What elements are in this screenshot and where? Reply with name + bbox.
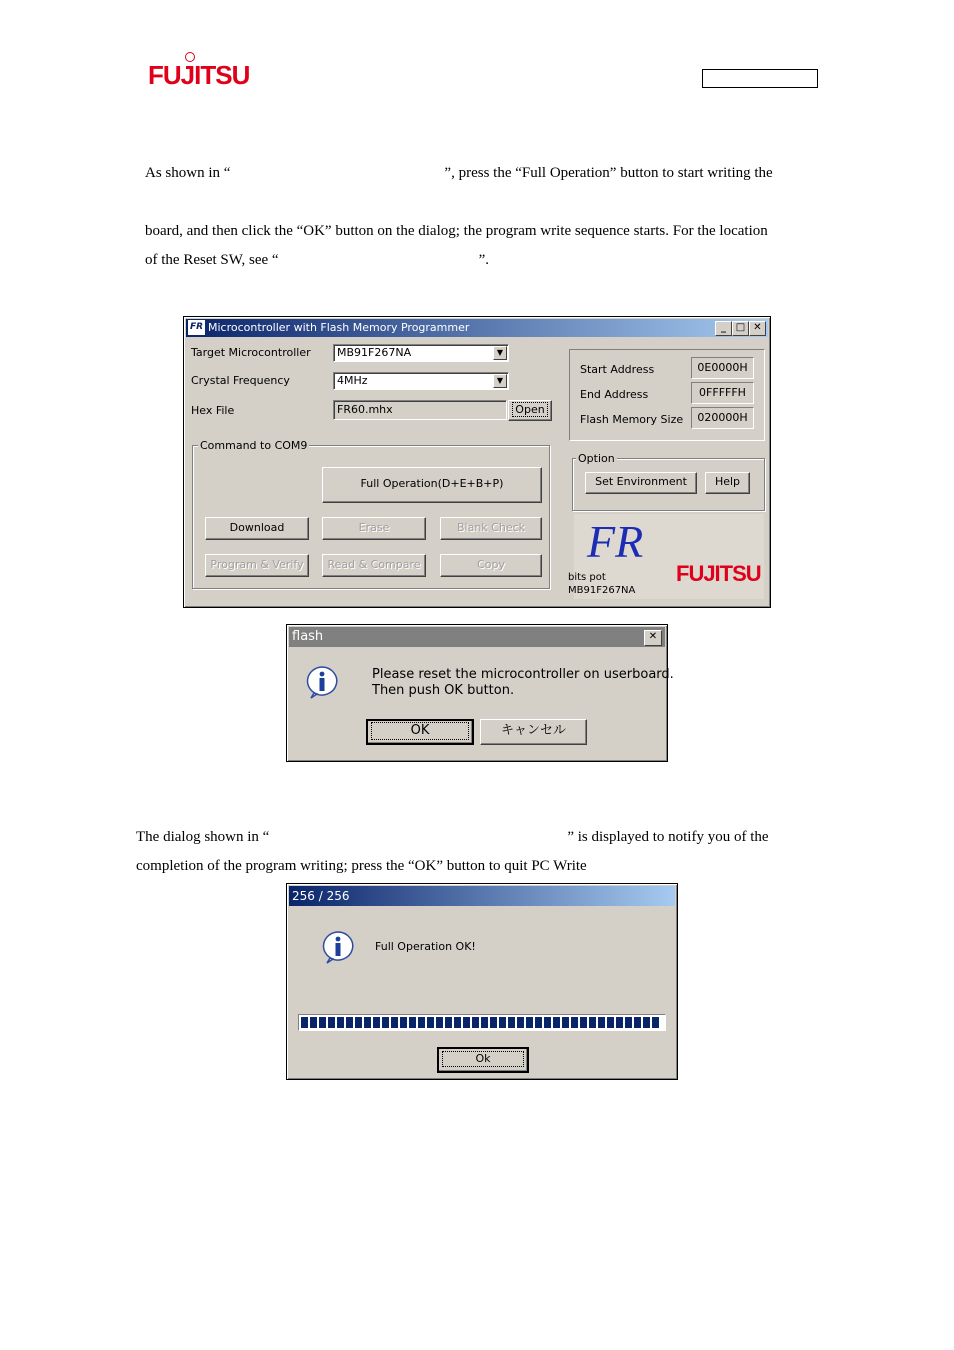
progress-segment: [310, 1017, 317, 1028]
program-verify-button[interactable]: Program & Verify: [205, 554, 309, 577]
download-button[interactable]: Download: [205, 517, 309, 540]
copy-button[interactable]: Copy: [440, 554, 542, 577]
progress-dialog-titlebar: [289, 886, 675, 906]
window-title: Microcontroller with Flash Memory Programmer: [208, 321, 470, 334]
start-address-label: Start Address: [580, 363, 655, 376]
end-address-label: End Address: [580, 388, 649, 401]
fr-logo: FR: [587, 516, 644, 567]
read-compare-button[interactable]: Read & Compare: [322, 554, 426, 577]
option-group-title: Option: [578, 452, 615, 465]
command-group-title: Command to COM9: [200, 439, 308, 452]
progress-segment: [517, 1017, 524, 1028]
progress-segment: [652, 1017, 659, 1028]
progress-segment: [490, 1017, 497, 1028]
progress-segment: [589, 1017, 596, 1028]
crystal-select[interactable]: 4MHz ▼: [333, 372, 509, 390]
end-address-value: 0FFFFFH: [691, 382, 754, 404]
close-button[interactable]: ✕: [644, 630, 662, 646]
progress-segment: [436, 1017, 443, 1028]
target-label: Target Microcontroller: [191, 346, 311, 359]
fujitsu-window-logo: FUJITSU: [676, 561, 761, 586]
paragraph-1-line-3: of the Reset SW, see “ ”.: [145, 252, 490, 268]
paragraph-2-line-1: The dialog shown in “ ” is displayed to notify you of the: [136, 829, 769, 845]
progress-segment: [481, 1017, 488, 1028]
flash-size-value: 020000H: [691, 407, 754, 429]
paragraph-1-line-1: As shown in “ ”, press the “Full Operation” button to start writing the: [145, 165, 773, 181]
maximize-button[interactable]: □: [732, 321, 749, 336]
flash-dialog: [286, 624, 674, 762]
chevron-down-icon[interactable]: ▼: [493, 346, 507, 360]
progress-segment: [382, 1017, 389, 1028]
progress-segment: [454, 1017, 461, 1028]
help-button[interactable]: Help: [705, 472, 750, 494]
progress-segment: [625, 1017, 632, 1028]
chevron-down-icon[interactable]: ▼: [493, 374, 507, 388]
target-select[interactable]: MB91F267NA ▼: [333, 344, 509, 362]
progress-segment: [364, 1017, 371, 1028]
document-number-box: [702, 69, 818, 88]
paragraph-1-line-2: board, and then click the “OK” button on the dialog; the program write sequence starts. For the location: [145, 223, 768, 239]
progress-segment: [553, 1017, 560, 1028]
bits-pot-label: bits pot: [568, 572, 606, 583]
set-environment-button[interactable]: Set Environment: [585, 472, 697, 494]
erase-button[interactable]: Erase: [322, 517, 426, 540]
progress-segment: [400, 1017, 407, 1028]
progress-segment: [355, 1017, 362, 1028]
progress-segment: [562, 1017, 569, 1028]
progress-segment: [319, 1017, 326, 1028]
cancel-button[interactable]: キャンセル: [480, 719, 587, 745]
flash-message-line-1: Please reset the microcontroller on userboard.: [372, 667, 674, 682]
progress-segment: [328, 1017, 335, 1028]
info-icon: [321, 930, 355, 964]
close-button[interactable]: ✕: [749, 321, 766, 336]
flash-message-line-2: Then push OK button.: [372, 683, 515, 698]
progress-segment: [499, 1017, 506, 1028]
progress-dialog: [286, 883, 678, 1080]
flash-size-label: Flash Memory Size: [580, 413, 684, 426]
progress-segment: [535, 1017, 542, 1028]
blank-check-button[interactable]: Blank Check: [440, 517, 542, 540]
crystal-label: Crystal Frequency: [191, 374, 290, 387]
progress-segment: [427, 1017, 434, 1028]
progress-segment: [598, 1017, 605, 1028]
open-button[interactable]: Open: [508, 400, 552, 421]
ok-button[interactable]: Ok: [437, 1047, 529, 1073]
device-label: MB91F267NA: [568, 585, 636, 596]
fujitsu-logo: FUJITSU: [148, 60, 249, 91]
progress-segment: [616, 1017, 623, 1028]
minimize-button[interactable]: _: [715, 321, 732, 336]
progress-segment: [346, 1017, 353, 1028]
progress-segment: [445, 1017, 452, 1028]
progress-segment: [301, 1017, 308, 1028]
programmer-titlebar: [186, 319, 768, 337]
progress-segment: [508, 1017, 515, 1028]
progress-segment: [544, 1017, 551, 1028]
operation-ok-message: Full Operation OK!: [375, 940, 476, 953]
progress-bar: [298, 1014, 666, 1031]
progress-segment: [463, 1017, 470, 1028]
full-operation-button[interactable]: Full Operation(D+E+B+P): [322, 467, 542, 503]
programmer-window: [183, 316, 771, 608]
progress-segment: [409, 1017, 416, 1028]
progress-segment: [337, 1017, 344, 1028]
progress-segment: [391, 1017, 398, 1028]
progress-segment: [643, 1017, 650, 1028]
flash-dialog-title: flash: [292, 629, 324, 644]
progress-segment: [418, 1017, 425, 1028]
flash-dialog-titlebar: [289, 627, 665, 647]
progress-segment: [472, 1017, 479, 1028]
progress-segment: [571, 1017, 578, 1028]
paragraph-2-line-2: completion of the program writing; press the “OK” button to quit PC Write: [136, 858, 587, 874]
progress-segment: [634, 1017, 641, 1028]
info-icon: [305, 665, 339, 699]
flash-fr-icon: FR: [188, 320, 205, 335]
ok-button[interactable]: OK: [366, 719, 474, 745]
progress-segment: [373, 1017, 380, 1028]
hex-file-label: Hex File: [191, 404, 235, 417]
progress-segment: [607, 1017, 614, 1028]
hex-file-field[interactable]: FR60.mhx: [333, 400, 507, 420]
progress-segment: [580, 1017, 587, 1028]
progress-segment: [526, 1017, 533, 1028]
progress-dialog-title: 256 / 256: [292, 889, 350, 903]
start-address-value: 0E0000H: [691, 357, 754, 379]
